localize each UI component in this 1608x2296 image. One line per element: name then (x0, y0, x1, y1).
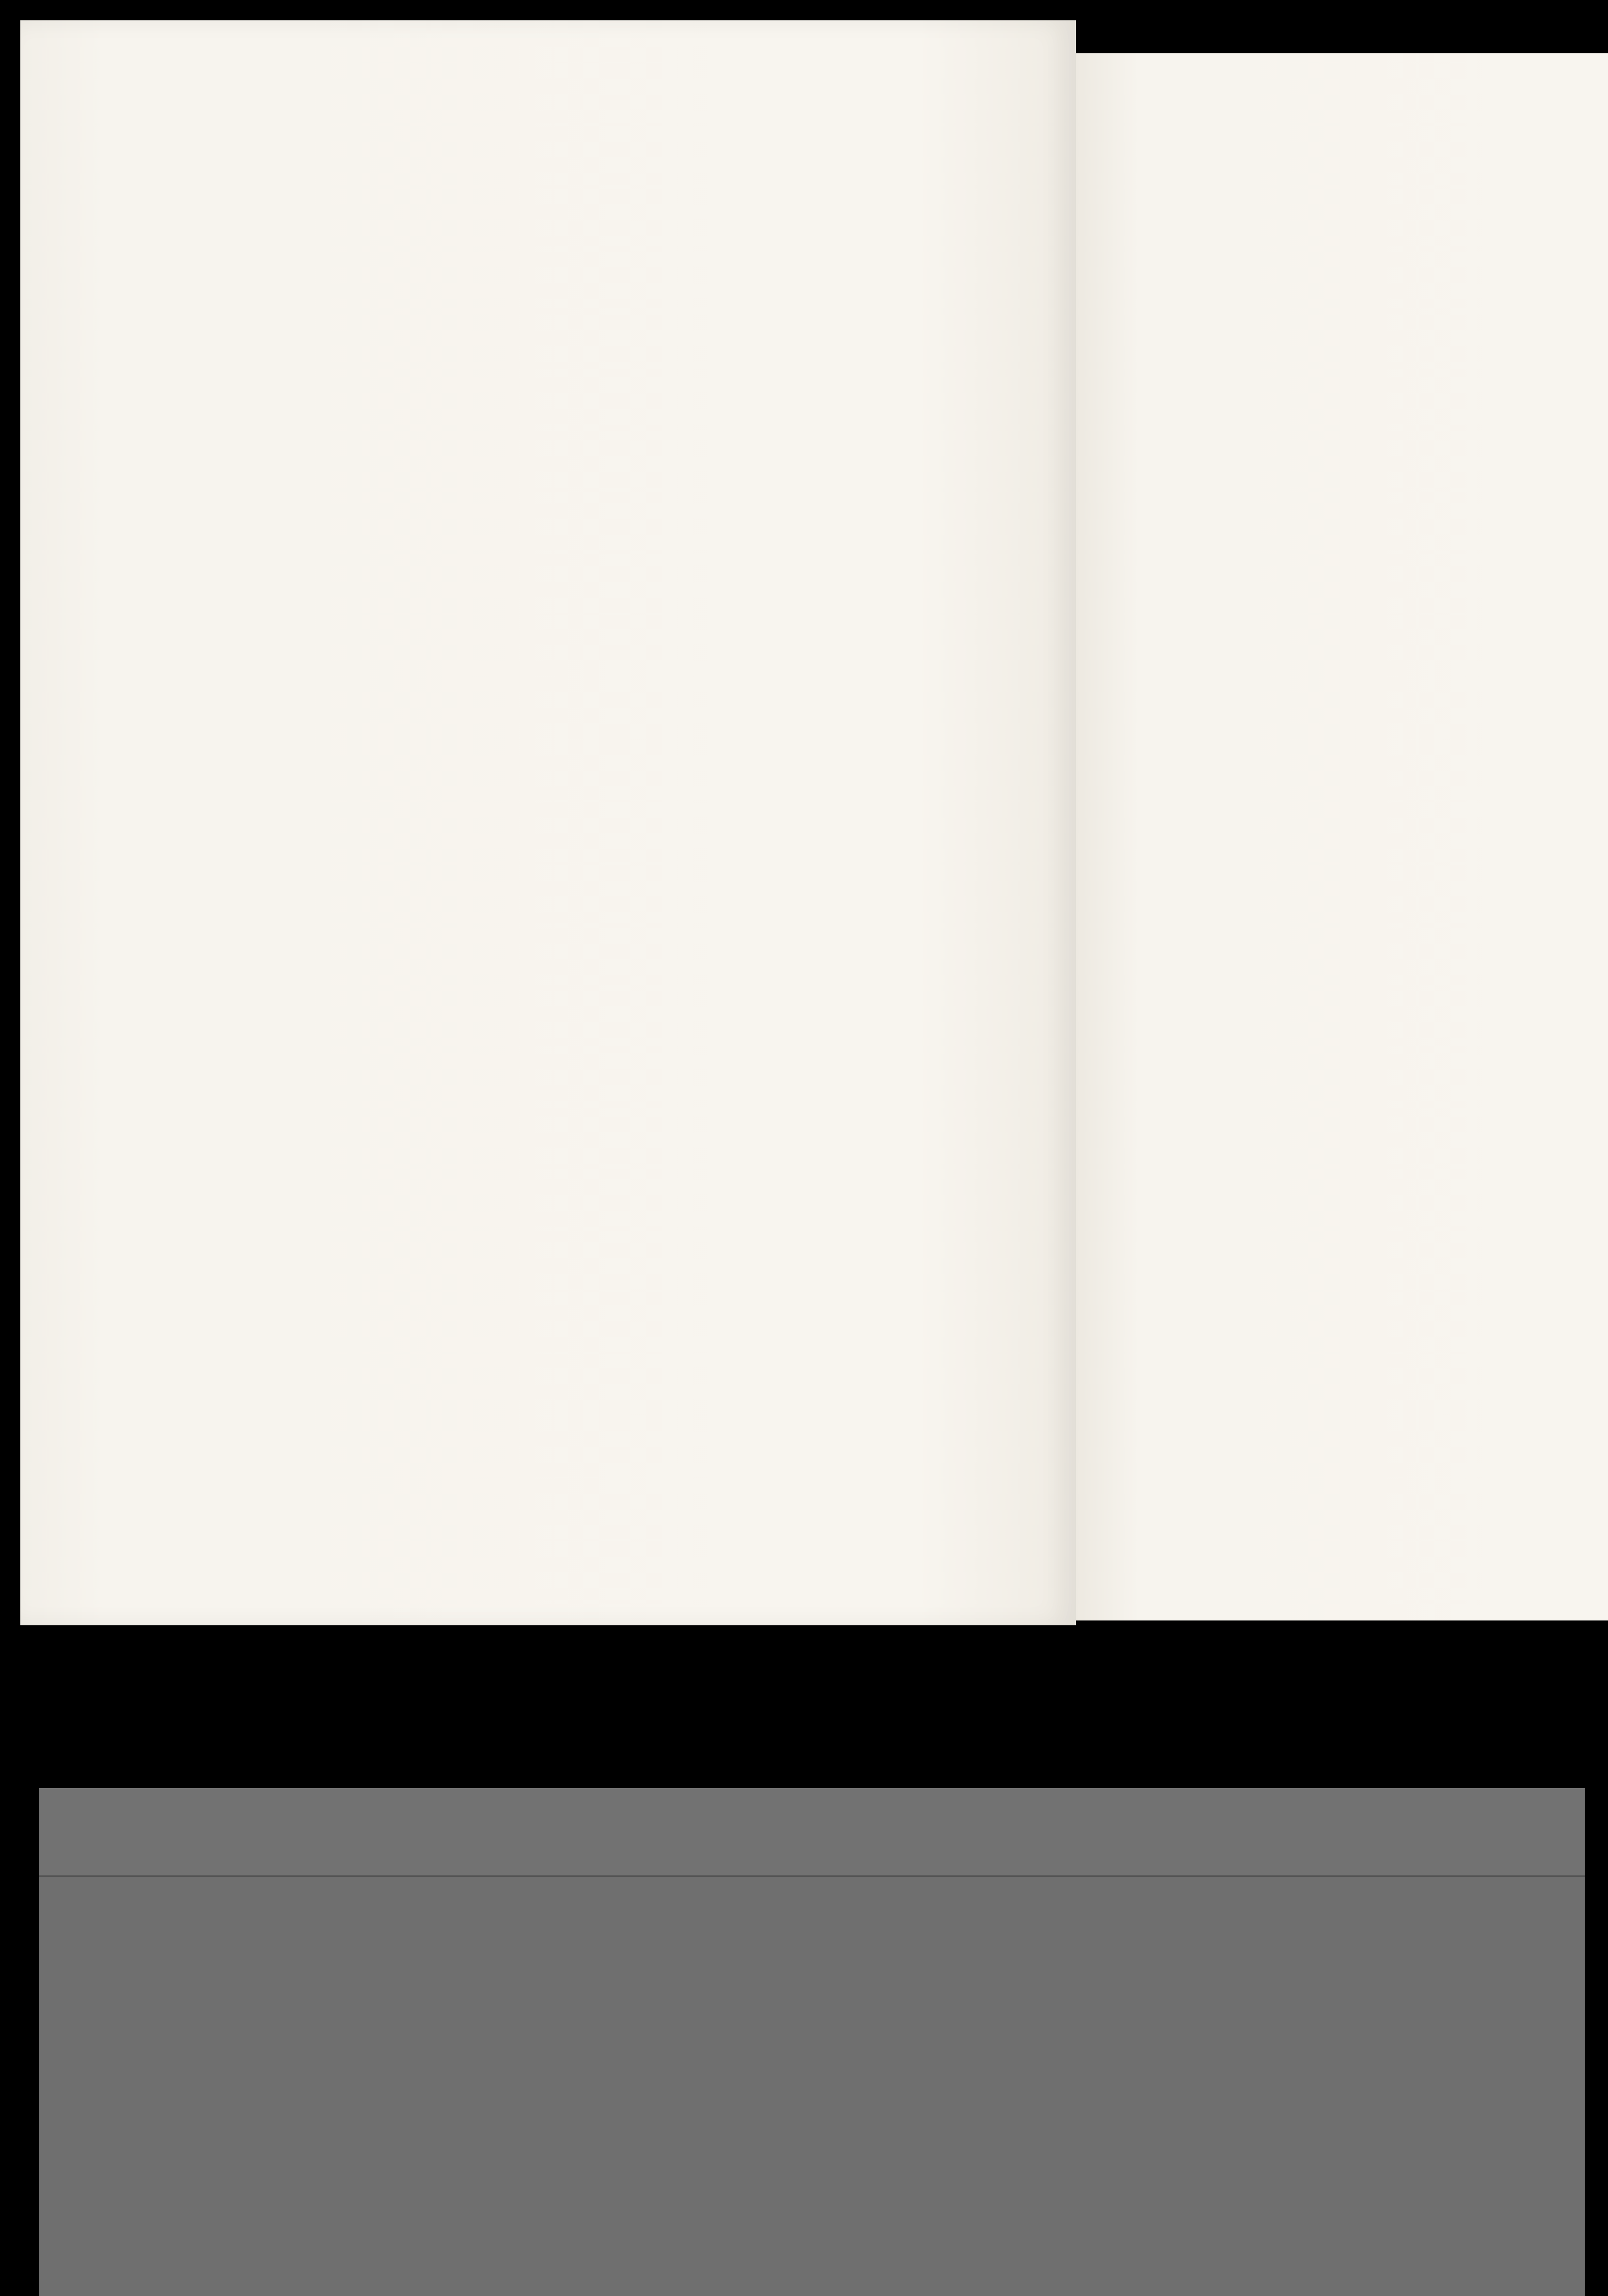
tiffen-color-bar (39, 1788, 1585, 2296)
left-page (20, 20, 1076, 1625)
right-page (1076, 53, 1608, 1620)
ruler (39, 1788, 1585, 1877)
